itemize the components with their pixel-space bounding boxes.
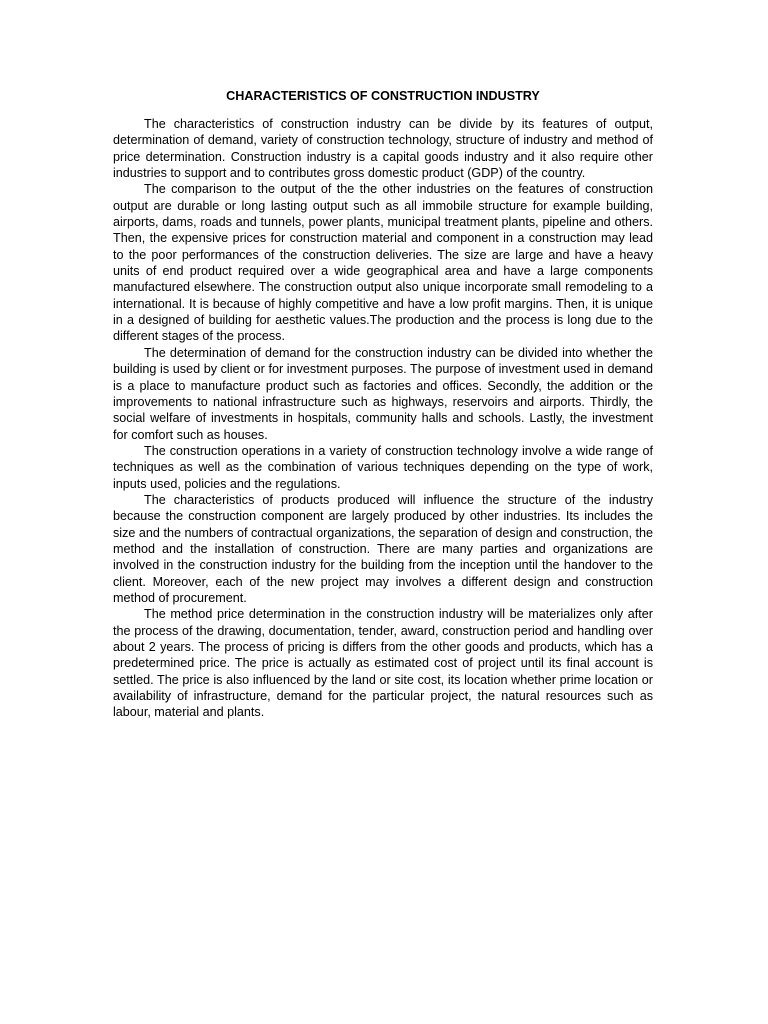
paragraph-construction-output: The comparison to the output of the the other industries on the features of construction output are durable or long lasting output such as all immobile structure for example building, airports, dams, roads and tunnels, power plants, municipal treatment plants, pipeline and others. Then, the expensive prices for construction material and component in a construction may lead to the poor performances of the construction deliveries. The size are large and have a heavy units of end product required over a wide geographical area and have a large components manufactured elsewhere. The construction output also unique incorporate small remodeling to a international. It is because of highly competitive and have a low profit margins. Then, it is unique in a designed of building for aesthetic values.The production and the process is long due to the different stages of the process. bbox=[113, 182, 653, 344]
paragraph-price-determination: The method price determination in the construction industry will be materializes only after the process of the drawing, documentation, tender, award, construction period and handling over about 2 years. The process of pricing is differs from the other goods and products, which has a predetermined price. The price is actually as estimated cost of project until its final account is settled. The price is also influenced by the land or site cost, its location whether prime location or availability of infrastructure, demand for the particular project, the natural resources such as labour, material and plants. bbox=[113, 607, 653, 720]
paragraph-construction-technology: The construction operations in a variety of construction technology involve a wide range of techniques as well as the combination of various techniques depending on the type of work, inputs used, policies and the regulations. bbox=[113, 443, 653, 491]
paragraph-industry-structure: The characteristics of products produced will influence the structure of the industry because the construction component are largely produced by other industries. Its includes the size and the numbers of contractual organizations, the separation of design and construction, the method and the installation of construction. There are many parties and organizations are involved in the construction industry for the building from the inception until the handover to the client. Moreover, each of the new project may involves a different design and construction method of procurement. bbox=[113, 492, 653, 605]
document-body bbox=[113, 88, 653, 721]
paragraph-overview: The characteristics of construction industry can be divide by its features of output, determination of demand, variety of construction technology, structure of industry and method of price determination. Construction industry is a capital goods industry and it also require other industries to support and to contributes gross domestic product (GDP) of the country. bbox=[113, 117, 653, 181]
paragraph-determination-of-demand: The determination of demand for the construction industry can be divided into whether the building is used by client or for investment purposes. The purpose of investment used in demand is a place to manufacture product such as factories and offices. Secondly, the addition or the improvements to national infrastructure such as highways, reservoirs and airports. Thirdly, the social welfare of investments in hospitals, community halls and schools. Lastly, the investment for comfort such as houses. bbox=[113, 345, 653, 442]
document-title: CHARACTERISTICS OF CONSTRUCTION INDUSTRY bbox=[226, 89, 540, 103]
